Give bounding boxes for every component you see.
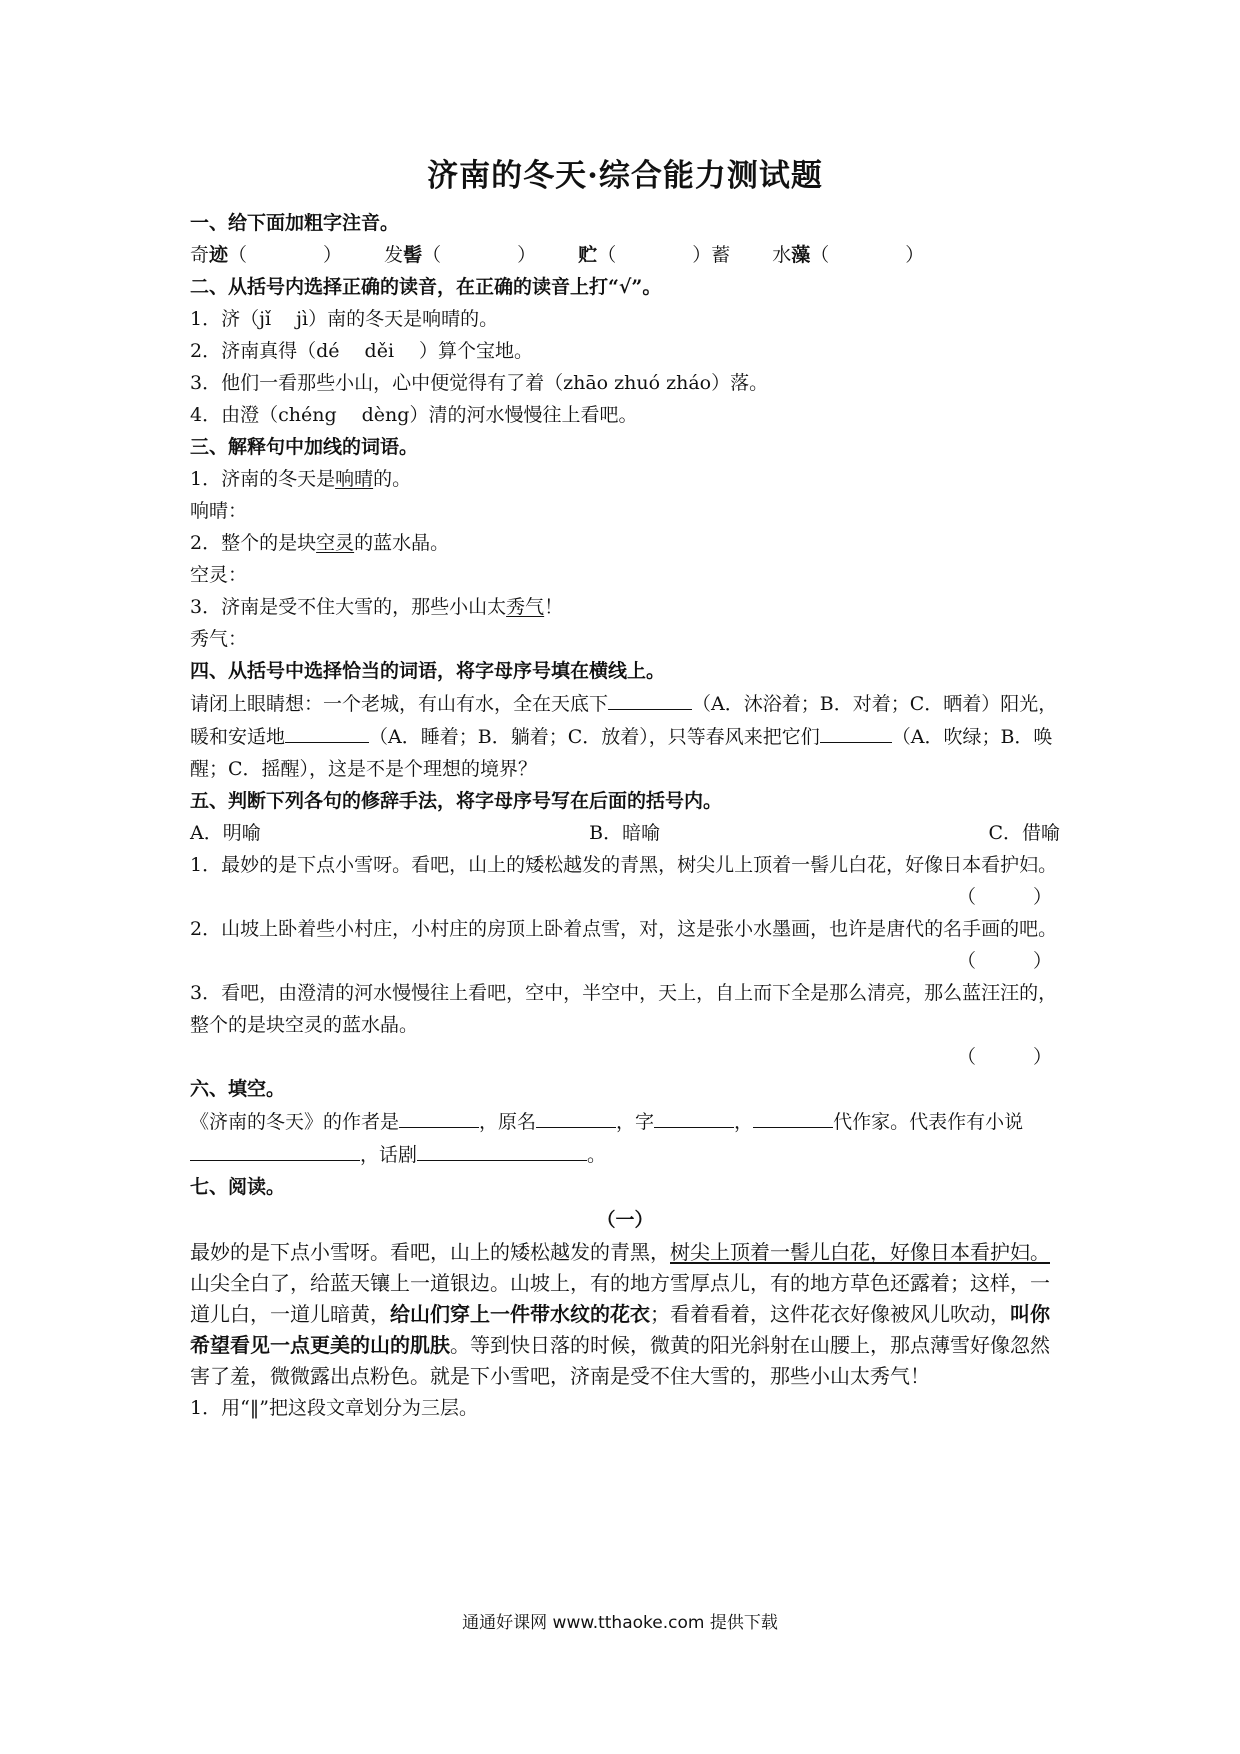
worksheet bbox=[190, 150, 1060, 1424]
option-c: C．借喻 bbox=[988, 822, 1060, 844]
reading-passage bbox=[190, 1237, 1060, 1392]
fill-blank-3[interactable] bbox=[820, 720, 892, 743]
item-2-bold: 髻 bbox=[403, 244, 423, 266]
fill-blank-1[interactable] bbox=[608, 687, 692, 710]
section-6-heading: 六、填空。 bbox=[190, 1078, 286, 1100]
passage-text-3: ；看着看着，这件花衣好像被风儿吹动， bbox=[650, 1302, 1010, 1326]
section-6-paragraph bbox=[190, 1105, 1060, 1171]
passage-text-4: 。等到快日落的时候，微黄的阳光斜射在山腰上，那点薄雪好像忽然害了羞，微微露出点粉色。就是下小雪吧，济南是受不住大雪的，那些小山太秀气！ bbox=[190, 1333, 1050, 1388]
passage-text-1: 最妙的是下点小雪呀。看吧，山上的矮松越发的青黑， bbox=[190, 1240, 670, 1264]
novel-blank[interactable] bbox=[190, 1138, 360, 1161]
section-4-heading: 四、从括号中选择恰当的词语，将字母序号填在横线上。 bbox=[190, 660, 666, 682]
item-2-paren[interactable]: （ ） bbox=[422, 244, 537, 266]
blank-text-7: 。 bbox=[587, 1144, 607, 1166]
fill-text-3: （A．睡着；B．躺着；C．放着），只等春风来把它们 bbox=[369, 726, 820, 748]
answer-1-label[interactable]: 响晴： bbox=[190, 500, 248, 522]
blank-text-4: ， bbox=[734, 1111, 754, 1133]
reading-subheading: （一） bbox=[596, 1209, 654, 1231]
section-2-q1[interactable]: 1．济（jǐ jì）南的冬天是响晴的。 bbox=[190, 308, 499, 330]
section-1-heading: 一、给下面加粗字注音。 bbox=[190, 212, 400, 234]
blank-text-2: ，原名 bbox=[479, 1111, 537, 1133]
rhetoric-options bbox=[190, 817, 1060, 849]
section-2-q2[interactable]: 2．济南真得（dé děi ）算个宝地。 bbox=[190, 340, 534, 362]
q2-text: 2．整个的是块 bbox=[190, 532, 317, 554]
option-b: B．暗喻 bbox=[589, 822, 661, 844]
author-blank[interactable] bbox=[399, 1105, 479, 1128]
passage-text-2: 山尖全白了，给蓝天镶上一道银边。山坡上，有的地方雪厚点儿，有的地方草色还露着；这样，一道儿白，一道儿暗黄， bbox=[190, 1271, 1050, 1326]
section-7-heading: 七、阅读。 bbox=[190, 1176, 286, 1198]
q2-underlined-word: 空灵 bbox=[316, 532, 355, 554]
q3-underlined-word: 秀气 bbox=[506, 596, 545, 618]
q1-underlined-word: 响晴 bbox=[335, 468, 374, 490]
item-4-bold: 藻 bbox=[791, 244, 811, 266]
blank-text-5: 代作家。代表作有小说 bbox=[833, 1111, 1024, 1133]
passage-bold-2: 叫你希望看见一点更美的山的肌肤 bbox=[190, 1302, 1050, 1357]
section-5-q1: 1．最妙的是下点小雪呀。看吧，山上的矮松越发的青黑，树尖儿上顶着一髻儿白花，好像日本看护妇。 bbox=[190, 854, 1058, 876]
courtesy-name-blank[interactable] bbox=[654, 1105, 734, 1128]
answer-paren-1[interactable]: （ ） bbox=[956, 886, 1052, 908]
fill-text-4: （A．吹绿；B．唤醒；C．摇醒），这是不是个理想的境界？ bbox=[190, 726, 1053, 780]
reading-q1: 1．用“‖”把这段文章划分为三层。 bbox=[190, 1397, 479, 1419]
passage-bold-1: 给山们穿上一件带水纹的花衣 bbox=[390, 1302, 650, 1326]
section-2-q3[interactable]: 3．他们一看那些小山，心中便觉得有了着（zhāo zhuó zháo）落。 bbox=[190, 372, 769, 394]
drama-blank[interactable] bbox=[417, 1138, 587, 1161]
answer-3-label[interactable]: 秀气： bbox=[190, 628, 248, 650]
option-a: A．明喻 bbox=[190, 822, 261, 844]
item-3-paren[interactable]: （ ）蓄 bbox=[597, 244, 731, 266]
blank-text-1: 《济南的冬天》的作者是 bbox=[190, 1111, 400, 1133]
section-3-q2 bbox=[190, 527, 1060, 559]
item-4-pre: 水 bbox=[772, 244, 792, 266]
section-3-q3 bbox=[190, 591, 1060, 623]
item-3-bold: 贮 bbox=[578, 244, 598, 266]
fill-blank-2[interactable] bbox=[285, 720, 369, 743]
section-5-q3: 3．看吧，由澄清的河水慢慢往上看吧，空中，半空中，天上，自上而下全是那么清亮，那么蓝汪汪的，整个的是块空灵的蓝水晶。 bbox=[190, 982, 1058, 1036]
item-4-paren[interactable]: （ ） bbox=[810, 244, 925, 266]
section-3-q1 bbox=[190, 463, 1060, 495]
era-blank[interactable] bbox=[753, 1105, 833, 1128]
q1-text-end: 的。 bbox=[373, 468, 412, 490]
blank-text-3: ，字 bbox=[616, 1111, 655, 1133]
footer-credit: 通通好课网 www.tthaoke.com 提供下载 bbox=[462, 1613, 778, 1633]
section-2-heading: 二、从括号内选择正确的读音，在正确的读音上打“√”。 bbox=[190, 276, 662, 298]
q1-text: 1．济南的冬天是 bbox=[190, 468, 336, 490]
fill-text-2: （A．沐浴着；B．对着；C．晒着）阳光，暖和安适地 bbox=[190, 693, 1058, 748]
section-5-q2: 2．山坡上卧着些小村庄，小村庄的房顶上卧着点雪，对，这是张小水墨画，也许是唐代的名手画的吧。 bbox=[190, 918, 1058, 940]
original-name-blank[interactable] bbox=[536, 1105, 616, 1128]
section-4-paragraph bbox=[190, 687, 1060, 785]
answer-paren-3[interactable]: （ ） bbox=[956, 1046, 1052, 1068]
section-5-heading: 五、判断下列各句的修辞手法，将字母序号写在后面的括号内。 bbox=[190, 790, 723, 812]
item-1-paren[interactable]: （ ） bbox=[228, 244, 343, 266]
answer-2-label[interactable]: 空灵： bbox=[190, 564, 248, 586]
q3-text: 3．济南是受不住大雪的，那些小山太 bbox=[190, 596, 507, 618]
item-1-bold: 迹 bbox=[209, 244, 229, 266]
page-title: 济南的冬天·综合能力测试题 bbox=[427, 158, 823, 194]
answer-paren-2[interactable]: （ ） bbox=[956, 950, 1052, 972]
section-2-q4[interactable]: 4．由澄（chéng dèng）清的河水慢慢往上看吧。 bbox=[190, 404, 638, 426]
section-3-heading: 三、解释句中加线的词语。 bbox=[190, 436, 419, 458]
q3-text-end: ！ bbox=[544, 596, 564, 618]
section-1-items bbox=[190, 239, 1060, 271]
item-2-pre: 发 bbox=[384, 244, 404, 266]
q2-text-end: 的蓝水晶。 bbox=[354, 532, 450, 554]
fill-text-1: 请闭上眼睛想：一个老城，有山有水，全在天底下 bbox=[190, 693, 609, 715]
passage-underlined: 树尖上顶着一髻儿白花，好像日本看护妇。 bbox=[670, 1240, 1050, 1264]
blank-text-6: ，话剧 bbox=[360, 1144, 418, 1166]
item-1-pre: 奇 bbox=[190, 244, 210, 266]
